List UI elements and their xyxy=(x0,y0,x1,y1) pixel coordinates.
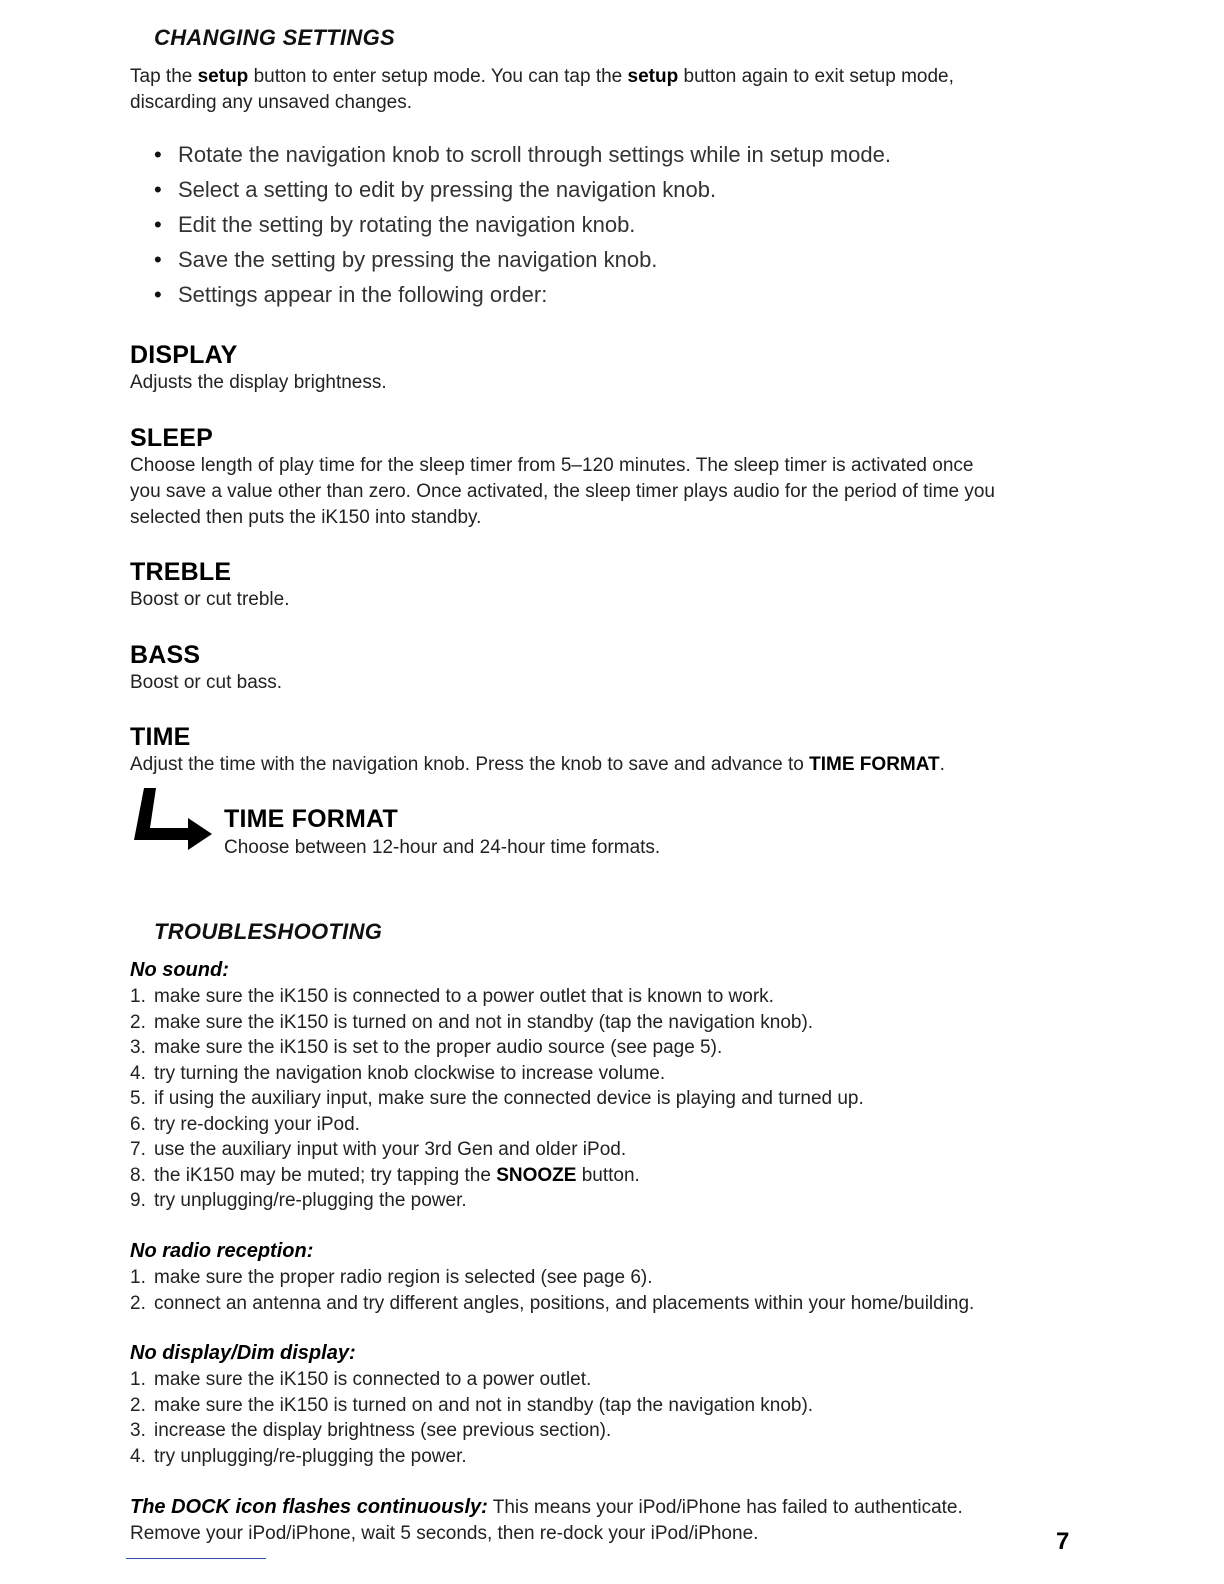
page-number: 7 xyxy=(1056,1528,1070,1555)
bass-desc: Boost or cut bass. xyxy=(130,672,283,693)
list-item: 1. make sure the proper radio region is selected (see page 6). xyxy=(130,1267,653,1288)
time-format-desc: Choose between 12-hour and 24-hour time formats. xyxy=(224,837,661,858)
bullet-item: • Edit the setting by rotating the navigation knob. xyxy=(154,212,636,237)
display-heading: DISPLAY xyxy=(130,341,238,369)
no-radio-list xyxy=(130,1265,974,1316)
list-item: 1. make sure the iK150 is connected to a power outlet that is known to work. xyxy=(130,986,774,1007)
bullet-item: • Rotate the navigation knob to scroll through settings while in setup mode. xyxy=(154,142,891,167)
bullet-item: • Save the setting by pressing the navigation knob. xyxy=(154,247,658,272)
list-item: 3. make sure the iK150 is set to the proper audio source (see page 5). xyxy=(130,1037,723,1058)
intro-text: button to enter setup mode. You can tap the xyxy=(248,66,628,87)
settings-bullet-list xyxy=(154,137,891,312)
footer-rule xyxy=(126,1558,266,1559)
treble-desc: Boost or cut treble. xyxy=(130,589,290,610)
time-desc-end: . xyxy=(939,754,945,775)
no-sound-list xyxy=(130,984,864,1214)
list-item: 3. increase the display brightness (see previous section). xyxy=(130,1420,612,1441)
no-display-heading: No display/Dim display: xyxy=(130,1342,356,1364)
sleep-desc xyxy=(130,453,1130,531)
no-sound-heading: No sound: xyxy=(130,959,229,981)
changing-settings-intro xyxy=(130,64,1130,116)
bullet-item: • Select a setting to edit by pressing the navigation knob. xyxy=(154,177,717,202)
list-item: 4. try turning the navigation knob clockwise to increase volume. xyxy=(130,1062,666,1084)
dock-note-line-1: This means your iPod/iPhone has failed to authenticate. xyxy=(487,1497,963,1518)
treble-heading: TREBLE xyxy=(130,558,232,586)
no-display-list xyxy=(130,1367,813,1469)
list-item: 1. make sure the iK150 is connected to a power outlet. xyxy=(130,1369,592,1390)
intro-text: button again to exit setup mode, xyxy=(678,66,954,87)
bullet-item: • Settings appear in the following order: xyxy=(154,282,548,307)
sleep-heading: SLEEP xyxy=(130,424,213,452)
changing-settings-title: CHANGING SETTINGS xyxy=(154,25,395,50)
list-item: 5. if using the auxiliary input, make sure the connected device is playing and turned up. xyxy=(130,1088,864,1109)
sleep-line: you save a value other than zero. Once activated, the sleep timer plays audio for the period of time you xyxy=(130,481,995,502)
sleep-line: Choose length of play time for the sleep timer from 5–120 minutes. The sleep timer is activated once xyxy=(130,455,974,476)
no-radio-heading: No radio reception: xyxy=(130,1240,314,1262)
dock-note-title: The DOCK icon flashes continuously: xyxy=(130,1496,488,1518)
list-item: 9. try unplugging/re-plugging the power. xyxy=(130,1190,467,1211)
time-format-ref: TIME FORMAT xyxy=(809,754,940,775)
list-item: 2. connect an antenna and try different angles, positions, and placements within your home/building. xyxy=(130,1292,975,1314)
time-heading: TIME xyxy=(130,723,191,751)
list-item: 8. the iK150 may be muted; try tapping the SNOOZE button. xyxy=(130,1164,640,1186)
intro-text: Tap the xyxy=(130,66,198,87)
dock-note-line-2: Remove your iPod/iPhone, wait 5 seconds, then re-dock your iPod/iPhone. xyxy=(130,1523,759,1544)
display-desc: Adjusts the display brightness. xyxy=(130,372,387,393)
corner-arrow-icon xyxy=(130,788,214,850)
intro-setup-bold: setup xyxy=(197,66,249,87)
list-item: 6. try re-docking your iPod. xyxy=(130,1113,360,1135)
time-desc-text: Adjust the time with the navigation knob. Press the knob to save and advance to xyxy=(130,754,810,775)
sleep-line: selected then puts the iK150 into standby. xyxy=(130,507,482,528)
list-item: 2. make sure the iK150 is turned on and not in standby (tap the navigation knob). xyxy=(130,1394,814,1416)
list-item: 4. try unplugging/re-plugging the power. xyxy=(130,1445,467,1467)
intro-setup-bold: setup xyxy=(627,66,679,87)
intro-line-2: discarding any unsaved changes. xyxy=(130,92,413,113)
bass-heading: BASS xyxy=(130,641,201,669)
time-format-heading: TIME FORMAT xyxy=(224,805,398,833)
time-desc xyxy=(130,752,945,778)
troubleshooting-title: TROUBLESHOOTING xyxy=(154,919,383,944)
list-item: 7. use the auxiliary input with your 3rd Gen and older iPod. xyxy=(130,1139,627,1160)
dock-note xyxy=(130,1494,963,1547)
list-item: 2. make sure the iK150 is turned on and not in standby (tap the navigation knob). xyxy=(130,1011,814,1033)
